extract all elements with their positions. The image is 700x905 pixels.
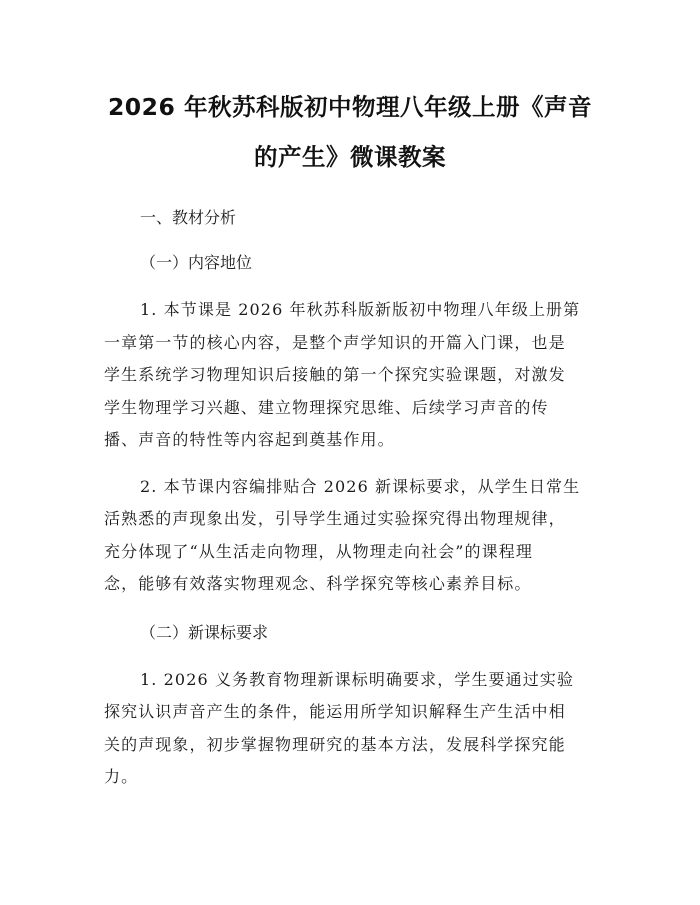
paragraph-line: 关的声现象，初步掌握物理研究的基本方法，发展科学探究能: [104, 734, 566, 754]
paragraph-line: 充分体现了“从生活走向物理，从物理走向社会”的课程理: [104, 541, 533, 561]
title-line: 的产生》微课教案: [254, 143, 446, 171]
title-line: 2026 年秋苏科版初中物理八年级上册《声音: [107, 93, 593, 121]
paragraph-curriculum-standard-1: [104, 664, 596, 794]
subsection-heading-curriculum-standard: （二）新课标要求: [140, 622, 269, 642]
paragraph-line: 力。: [104, 767, 139, 786]
paragraph-line: 播、声音的特性等内容起到奠基作用。: [104, 430, 395, 449]
paragraph-content-position-2: [104, 471, 596, 601]
section-heading-textbook-analysis: 一、教材分析: [140, 208, 237, 227]
paragraph-line: 1. 本节课是 2026 年秋苏科版新版初中物理八年级上册第: [140, 300, 581, 319]
document-title: [104, 82, 596, 182]
paragraph-line: 活熟悉的声现象出发，引导学生通过实验探究得出物理规律，: [104, 509, 566, 528]
paragraph-line: 学生物理学习兴趣、建立物理探究思维、后续学习声音的传: [104, 397, 549, 417]
paragraph-content-position-1: [104, 294, 596, 457]
paragraph-line: 探究认识声音产生的条件，能运用所学知识解释生产生活中相: [104, 702, 566, 721]
paragraph-line: 一章第一节的核心内容，是整个声学知识的开篇入门课，也是: [104, 332, 566, 352]
paragraph-line: 1. 2026 义务教育物理新课标明确要求，学生要通过实验: [140, 669, 575, 689]
paragraph-line: 2. 本节课内容编排贴合 2026 新课标要求，从学生日常生: [140, 476, 581, 496]
subsection-heading-content-position: （一）内容地位: [140, 253, 253, 272]
paragraph-line: 念，能够有效落实物理观念、科学探究等核心素养目标。: [104, 574, 532, 593]
paragraph-line: 学生系统学习物理知识后接触的第一个探究实验课题，对激发: [104, 365, 566, 384]
